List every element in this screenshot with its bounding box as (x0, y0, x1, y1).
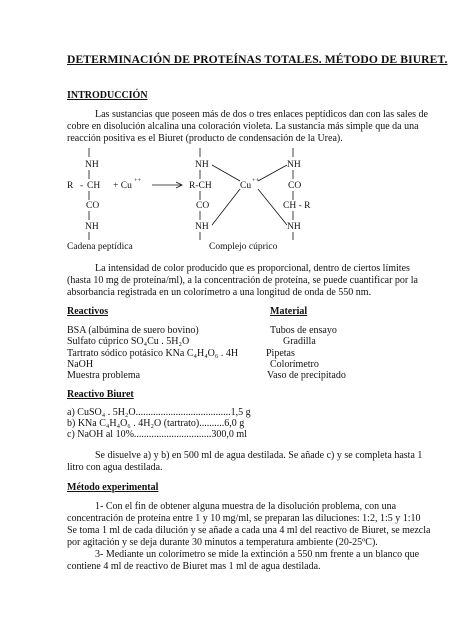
biuret-note-line-1: Se disuelve a) y b) en 500 ml de agua destilada. Se añade c) y se completa hasta 1 (95, 450, 423, 461)
label-cadena-peptidica: Cadena peptídica (67, 242, 133, 252)
metodo-heading: Método experimental (67, 482, 159, 493)
plus-cu-charge: ++ (134, 177, 142, 184)
complex-cu: Cu (240, 181, 252, 191)
left-dash: - (80, 181, 84, 191)
complex-nh-top-left: NH (195, 160, 209, 170)
biuret-note-line-2: litro con agua destilada. (67, 462, 163, 473)
complex-nh-bottom-left: NH (195, 222, 209, 232)
material-heading: Material (270, 306, 308, 317)
biuret-line-b: b) KNa C₄H₄O₆ . 4H₂O (tartrato)..........6,0 g (67, 418, 245, 429)
document-title: DETERMINACIÓN DE PROTEÍNAS TOTALES. MÉTODO DE BIURET. (67, 53, 448, 66)
complex-nh-top-right: NH (287, 160, 301, 170)
p2-line-3: absorbancia registrada en un colorímetro a una longitud de onda de 550 nm. (67, 287, 372, 298)
material-item: Colorímetro (270, 359, 319, 370)
complex-cu-charge: ++ (252, 177, 260, 184)
reactivo-item: Tartrato sódico potásico KNa C₄H₄O₆ . 4H (67, 348, 239, 359)
left-r: R (67, 181, 74, 191)
complex-nh-bottom-right: NH (287, 222, 301, 232)
left-nh-top: NH (85, 160, 99, 170)
metodo-line-2: concentración de proteína entre 1 y 10 mg/ml, se preparan las diluciones: 1:2, 1:5 y 1:10 (67, 513, 421, 524)
metodo-line-4: por agitación y se deja durante 30 minutos a temperatura ambiente (20-25ºC). (67, 537, 378, 548)
left-ch: CH (87, 181, 101, 191)
biuret-heading: Reactivo Biuret (67, 389, 134, 400)
material-item: Gradilla (283, 336, 316, 347)
complex-rch: R-CH (189, 181, 212, 191)
reactivo-item: Muestra problema (67, 370, 141, 381)
metodo-line-1: 1- Con el fin de obtener alguna muestra de la disolución problema, con una (95, 501, 397, 512)
intro-heading: INTRODUCCIÓN (67, 90, 148, 101)
metodo-line-3: Se toma 1 ml de cada dilución y se añade a cada una 4 ml del reactivo de Biuret, se mezcla (67, 525, 431, 536)
p2-line-2: (hasta 10 mg de proteína/ml), a la concentración de proteína, se puede cuantificar por la (67, 275, 418, 286)
left-nh-bottom: NH (85, 222, 99, 232)
intro-line-1: Las sustancias que poseen más de dos o tres enlaces peptídicos dan con las sales de (95, 109, 428, 120)
complex-chr: CH - R (283, 201, 311, 211)
metodo-line-6: contiene 4 ml de reactivo de Biuret mas 1 ml de agua destilada. (67, 561, 321, 572)
material-item: Pipetas (266, 348, 295, 359)
complex-co-right: CO (288, 181, 302, 191)
biuret-line-a: a) CuSO₄ . 5H₂O......................................1,5 g (67, 407, 251, 418)
reactivos-heading: Reactivos (67, 306, 109, 317)
p2-line-1: La intensidad de color producido que es proporcional, dentro de ciertos límites (95, 263, 410, 274)
plus-cu: + Cu (113, 181, 132, 191)
complex-co-left: CO (196, 201, 210, 211)
intro-line-2: cobre en disolución alcalina una coloración violeta. La sustancia más simple que da una (67, 121, 419, 132)
material-item: Vaso de precipitado (267, 370, 346, 381)
label-complejo-cuprico: Complejo cúprico (209, 242, 278, 252)
material-item: Tubos de ensayo (270, 325, 337, 336)
reactivo-item: BSA (albúmina de suero bovino) (67, 325, 199, 336)
biuret-line-c: c) NaOH al 10%...............................300,0 ml (67, 429, 247, 440)
intro-line-3: reacción positiva es el Biuret (producto de condensación de la Urea). (67, 133, 343, 144)
reactivo-item: Sulfato cúprico SO₄Cu . 5H₂O (67, 336, 190, 347)
left-co: CO (86, 201, 100, 211)
reactivo-item: NaOH (67, 359, 94, 370)
metodo-line-5: 3- Mediante un colorímetro se mide la extinción a 550 nm frente a un blanco que (95, 549, 420, 560)
